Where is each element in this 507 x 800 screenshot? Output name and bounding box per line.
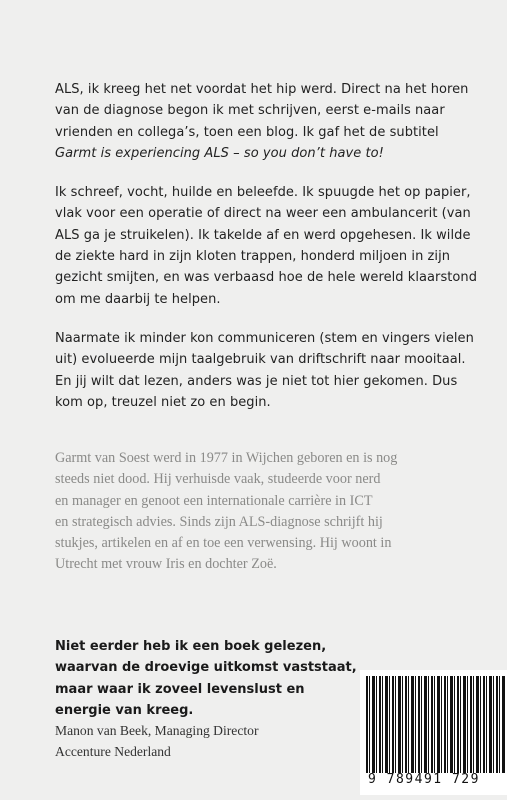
text-line: kom op, treuzel niet zo en begin. xyxy=(55,394,271,410)
text-line: ALS ga je struikelen). Ik takelde af en werd opgehesen. Ik wilde xyxy=(55,227,471,243)
endorsement-attribution xyxy=(55,720,355,762)
text-line: ALS, ik kreeg het net voordat het hip werd. Direct na het horen xyxy=(55,82,469,97)
quote-line: energie van kreeg. xyxy=(55,702,194,718)
text-line: vrienden en collega’s, toen een blog. Ik gaf het de subtitel xyxy=(55,124,439,140)
attribution-line: Manon van Beek, Managing Director xyxy=(55,723,259,738)
barcode-number: 9 789491 729 xyxy=(368,772,480,787)
text-line: gezicht smijten, en was verbaasd hoe de hele wereld klaarstond xyxy=(55,270,478,286)
bio-line: stukjes, artikelen en af en toe een verwensing. Hij woont in xyxy=(55,535,392,552)
text-line: En jij wilt dat lezen, anders was je niet tot hier gekomen. Dus xyxy=(55,373,458,389)
bio-line: Utrecht met vrouw Iris en dochter Zoë. xyxy=(55,556,277,573)
text-line: de ziekte hard in zijn kloten trappen, honderd miljoen in zijn xyxy=(55,249,451,265)
bio-line: en manager en genoot een internationale carrière in ICT xyxy=(55,492,373,509)
text-line: vlak voor een operatie of direct na weer een ambulancerit (van xyxy=(55,206,471,222)
blurb-paragraph-1 xyxy=(55,79,485,164)
blurb-paragraph-2 xyxy=(55,182,485,310)
quote-line: Niet eerder heb ik een boek gelezen, xyxy=(55,639,327,654)
barcode-bars xyxy=(366,676,506,773)
author-bio xyxy=(55,448,485,576)
text-line: Ik schreef, vocht, huilde en beleefde. Ik spuugde het op papier, xyxy=(55,185,471,201)
blurb-paragraph-3 xyxy=(55,328,485,413)
bio-line: en strategisch advies. Sinds zijn ALS-diagnose schrijft hij xyxy=(55,513,383,530)
bio-line: steeds niet dood. Hij verhuisde vaak, studeerde voor nerd xyxy=(55,471,381,488)
isbn-barcode xyxy=(360,670,507,795)
quote-line: waarvan de droevige uitkomst vaststaat, xyxy=(55,660,357,676)
bio-line: Garmt van Soest werd in 1977 in Wijchen geboren en is nog xyxy=(55,450,398,466)
attribution-line: Accenture Nederland xyxy=(55,744,171,759)
text-line: om me daarbij te helpen. xyxy=(55,291,221,307)
text-line: van de diagnose begon ik met schrijven, eerst e-mails naar xyxy=(55,103,445,119)
text-line: Naarmate ik minder kon communiceren (stem en vingers vielen xyxy=(55,330,474,346)
quote-line: maar waar ik zoveel levenslust en xyxy=(55,681,305,697)
endorsement-quote xyxy=(55,636,355,721)
text-line: uit) evolueerde mijn taalgebruik van driftschrift naar mooitaal. xyxy=(55,352,466,368)
blurb xyxy=(55,79,485,431)
blog-subtitle: Garmt is experiencing ALS – so you don’t have to! xyxy=(55,145,384,161)
